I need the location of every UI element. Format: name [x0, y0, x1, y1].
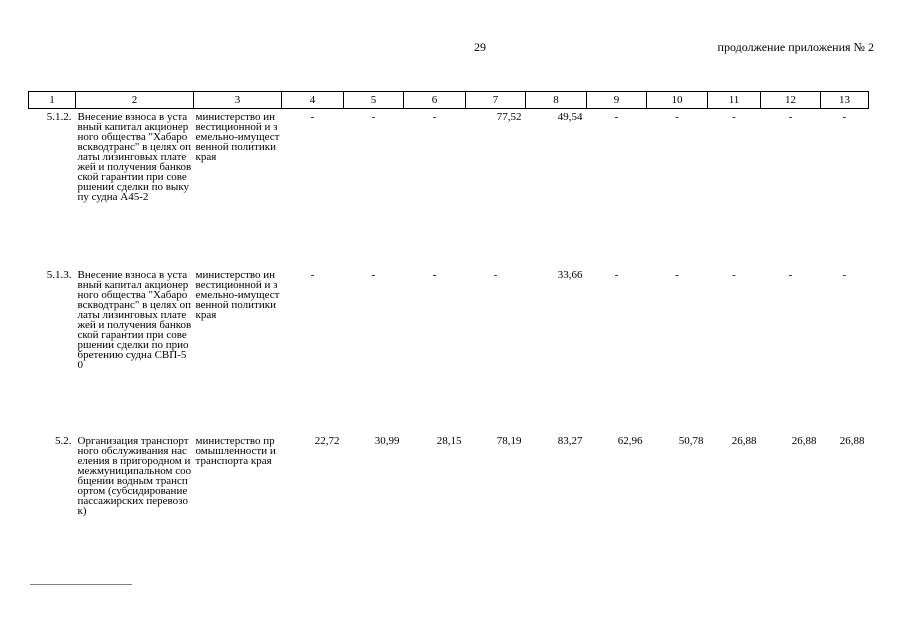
value-cell: 50,78 [678, 434, 704, 447]
event-name: Организация транспортного обслуживания населения в пригородном и межмуниципальном сообщении водным транспортом (субсидирование пассажирских перевозок) [77, 434, 192, 517]
value-cell: 26,88 [731, 434, 757, 447]
value-cell: 83,27 [557, 434, 583, 447]
value-cell: - [614, 111, 619, 123]
value-cell: 22,72 [314, 434, 340, 447]
row-code: 5.1.3. [46, 268, 72, 281]
header-row [29, 92, 869, 109]
value-cell: - [842, 268, 847, 281]
value-cell: - [788, 268, 793, 281]
table-row [29, 433, 869, 522]
column-header: 5 [344, 92, 404, 109]
column-header: 2 [76, 92, 194, 109]
value-cell: - [614, 268, 619, 281]
footnote-separator [30, 584, 132, 585]
column-header: 6 [404, 92, 466, 109]
value-cell: - [788, 111, 793, 123]
data-table [28, 91, 869, 522]
value-cell: 26,88 [839, 434, 865, 447]
row-code: 5.2. [55, 434, 72, 447]
column-header: 3 [194, 92, 282, 109]
column-header: 11 [708, 92, 761, 109]
value-cell: 28,15 [436, 434, 462, 447]
page-number: 29 [474, 40, 486, 54]
value-cell: - [371, 111, 376, 123]
table-row [29, 109, 869, 267]
column-header: 10 [647, 92, 708, 109]
value-cell: 30,99 [374, 434, 400, 447]
column-header: 8 [526, 92, 587, 109]
value-cell: 62,96 [617, 434, 643, 447]
event-name: Внесение взноса в уставный капитал акционерного общества "Хабаровскводтранс" в целях оплаты лизинговых платежей и получения банковской гарантии при совершении сделки по выкупу судна А45-2 [77, 111, 192, 203]
event-name: Внесение взноса в уставный капитал акционерного общества "Хабаровскводтранс" в целях оплаты лизинговых платежей и получения банковской гарантии при совершении сделки по приобретению судна СВП-50 [77, 268, 192, 371]
column-header: 13 [821, 92, 869, 109]
table-row [29, 267, 869, 433]
value-cell: - [371, 268, 376, 281]
column-header: 7 [466, 92, 526, 109]
value-cell: 26,88 [791, 434, 817, 447]
value-cell: - [493, 268, 498, 281]
value-cell: - [432, 111, 437, 123]
value-cell: - [732, 268, 736, 281]
value-cell: - [675, 111, 679, 123]
column-header: 1 [29, 92, 76, 109]
value-cell: 78,19 [496, 434, 522, 447]
value-cell: - [432, 268, 437, 281]
value-cell: - [310, 111, 315, 123]
responsible-body: министерство инвестиционной и земельно-имущественной политики края [195, 111, 280, 163]
responsible-body: министерство инвестиционной и земельно-имущественной политики края [195, 268, 280, 321]
value-cell: - [732, 111, 736, 123]
continuation-note: продолжение приложения № 2 [717, 40, 874, 54]
row-code: 5.1.2. [46, 111, 72, 123]
value-cell: - [675, 268, 679, 281]
column-header: 4 [282, 92, 344, 109]
column-header: 12 [761, 92, 821, 109]
value-cell: 33,66 [557, 268, 583, 281]
responsible-body: министерство промышленности и транспорта края [195, 434, 276, 467]
value-cell: - [310, 268, 315, 281]
value-cell: 49,54 [557, 111, 583, 123]
value-cell: - [842, 111, 847, 123]
value-cell: 77,52 [496, 111, 522, 123]
column-header: 9 [587, 92, 647, 109]
